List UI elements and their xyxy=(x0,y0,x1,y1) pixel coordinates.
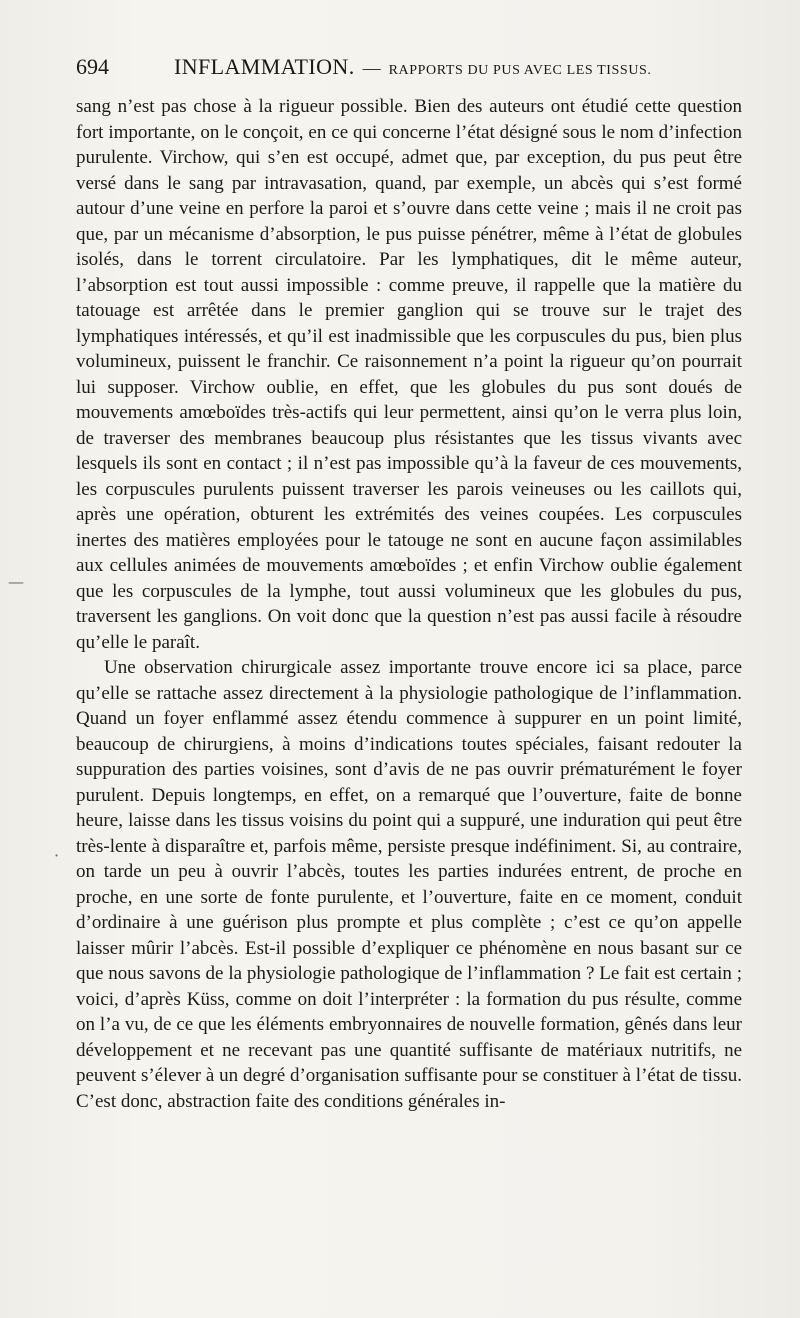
paragraph-surgical-observation: Une observation chirurgicale assez importante trouve encore ici sa place, parce qu’elle se rattache assez directement à la physiologie pathologique de l’inflammation. Quand un foyer enflammé assez étendu commence à suppurer en un point limité, beaucoup de chirurgiens, à moins d’indications toutes spéciales, faisant redouter la suppuration des parties voisines, sont d’avis de ne pas ouvrir prématurément le foyer purulent. Depuis longtemps, en effet, on a remarqué que l’ouverture, faite de bonne heure, laisse dans les tissus voisins du point qui a suppuré, une induration qui peut être très-lente à disparaître et, parfois même, persiste presque indéfiniment. Si, au contraire, on tarde un peu à ouvrir l’abcès, toutes les parties indurées entrent, de proche en proche, en une sorte de fonte purulente, et l’ouverture, faite en ce moment, conduit d’ordinaire à une guérison plus prompte et plus complète ; c’est ce qu’on appelle laisser mûrir l’abcès. Est-il possible d’expliquer ce phénomène en nous basant sur ce que nous savons de la physiologie pathologique de l’inflammation ? Le fait est certain ; voici, d’après Küss, comme on doit l’interpréter : la formation du pus résulte, comme on l’a vu, de ce que les éléments embryonnaires de nouvelle formation, gênés dans leur développement et ne recevant pas une quantité suffisante de matériaux nutritifs, ne peuvent s’élever à un degré d’organisation suffisante pour se constituer à l’état de tissu. C’est donc, abstraction faite des conditions générales in- xyxy=(76,657,742,1112)
paragraph-continuation: sang n’est pas chose à la rigueur possible. Bien des auteurs ont étudié cette question fort importante, on le conçoit, en ce qui concerne l’état désigné sous le nom d’infection purulente. Virchow, qui s’en est occupé, admet que, par exception, du pus peut être versé dans le sang par intravasation, quand, par exemple, un abcès qui s’est formé autour d’une veine en perfore la paroi et s’ouvre dans cette veine ; mais il ne croit pas que, par un mécanisme d’absorption, le pus puisse pénétrer, même à l’état de globules isolés, dans le torrent circulatoire. Par les lymphatiques, dit le même auteur, l’absorption est tout aussi impossible : comme preuve, il rappelle que la matière du tatouage est arrêtée dans le premier ganglion qui se trouve sur le trajet des lymphatiques intéressés, et qu’il est inadmissible que les corpuscules du pus, bien plus volumineux, puissent le franchir. Ce raisonnement n’a point la rigueur qu’on pourrait lui supposer. Virchow oublie, en effet, que les globules du pus sont doués de mouvements amœboïdes très-actifs qui leur permettent, ainsi qu’on le verra plus loin, de traverser des membranes beaucoup plus résistantes que les tissus vivants avec lesquels ils sont en contact ; il n’est pas impossible qu’à la faveur de ces mouvements, les corpuscules purulents puissent traverser les parois veineuses ou les caillots qui, après une opération, obturent les extrémités des veines coupées. Les corpuscules inertes des matières employées pour le tatouge ne sont en aucune façon assimilables aux cellules animées de mouvements amœboïdes ; et enfin Virchow oublie également que les corpuscules de la lymphe, tout aussi volumineux que les globules du pus, traversent les ganglions. On voit donc que la question n’est pas aussi facile à résoudre qu’elle le paraît. xyxy=(76,96,742,653)
title-separator: — xyxy=(362,58,381,78)
section-subtitle: RAPPORTS DU PUS AVEC LES TISSUS. xyxy=(388,63,652,78)
running-head xyxy=(76,54,742,94)
chapter-title: INFLAMMATION. xyxy=(174,54,355,79)
page-number: 694 xyxy=(76,54,109,79)
margin-dot-mark: · xyxy=(54,846,60,865)
body-text xyxy=(76,94,742,1114)
margin-dash-mark: — xyxy=(8,572,24,591)
